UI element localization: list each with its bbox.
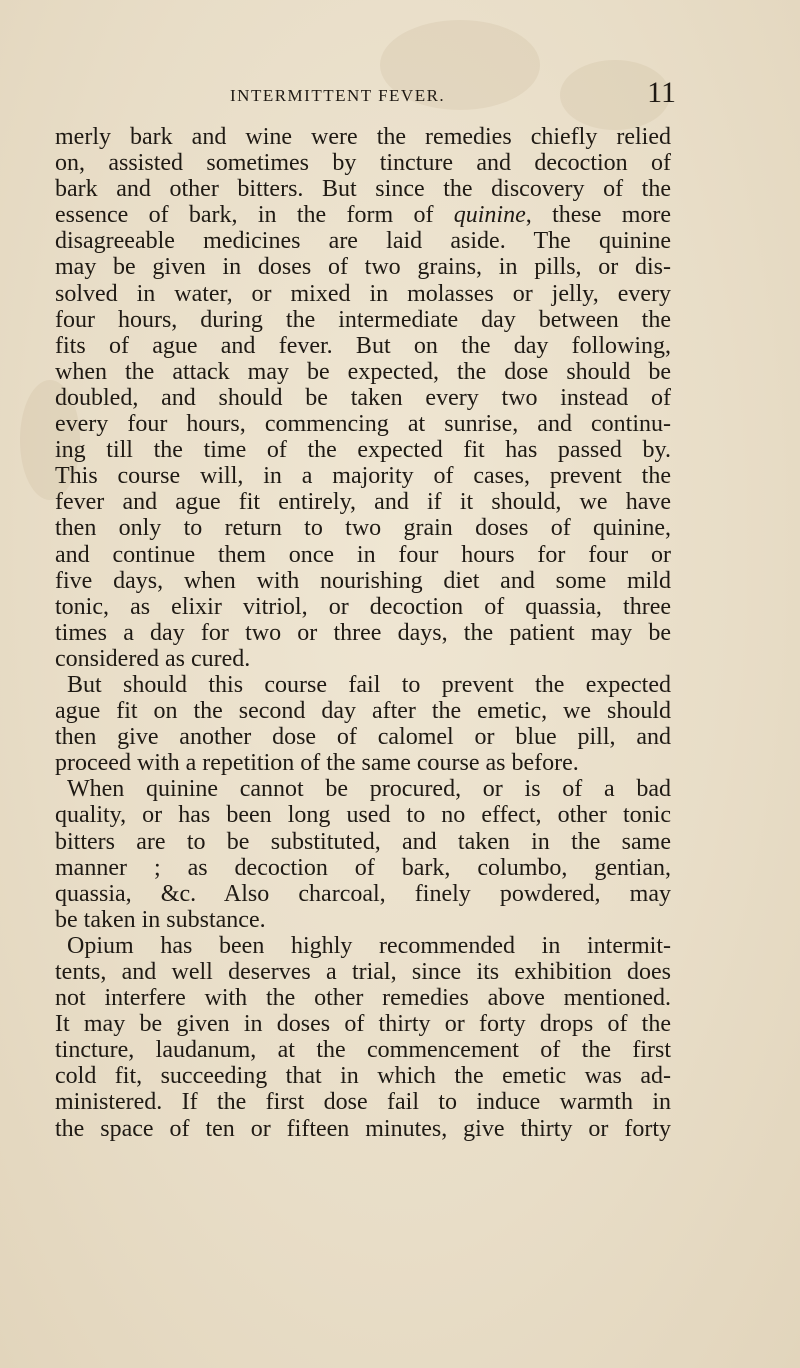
text-line: may be given in doses of two grains, in pills, or dis- xyxy=(55,254,671,281)
text-line: on, assisted sometimes by tincture and decoction of xyxy=(55,150,671,177)
text-fragment: essence of bark, in the form of xyxy=(55,202,454,229)
text-line: When quinine cannot be procured, or is of a bad xyxy=(67,776,671,803)
text-line: every four hours, commencing at sunrise, and continu- xyxy=(55,411,671,438)
running-head xyxy=(0,76,800,116)
text-line: tents, and well deserves a trial, since its exhibition does xyxy=(55,959,671,985)
text-line: disagreeable medicines are laid aside. The quinine xyxy=(55,228,671,255)
italic-term: quinine xyxy=(453,202,526,229)
running-title: INTERMITTENT FEVER. xyxy=(230,86,446,105)
text-line xyxy=(55,202,671,228)
text-line: then give another dose of calomel or blue pill, and xyxy=(55,724,671,751)
text-line: ague fit on the second day after the emetic, we should xyxy=(55,698,671,725)
page-number: 11 xyxy=(647,76,676,109)
text-line: bitters are to be substituted, and taken in the same xyxy=(55,828,671,855)
text-line: times a day for two or three days, the patient may be xyxy=(55,619,671,646)
text-line: be taken in substance. xyxy=(55,906,266,933)
text-line: fever and ague fit entirely, and if it should, we have xyxy=(55,489,671,516)
text-line: and continue them once in four hours for four or xyxy=(55,541,671,568)
text-line: when the attack may be expected, the dose should be xyxy=(55,358,671,385)
text-line: quassia, &c. Also charcoal, finely powdered, may xyxy=(55,880,671,907)
text-line: solved in water, or mixed in molasses or jelly, every xyxy=(55,280,671,307)
text-fragment: , these more xyxy=(525,202,671,229)
text-line: considered as cured. xyxy=(55,645,251,672)
text-line: not interfere with the other remedies above mentioned. xyxy=(55,985,671,1012)
text-line: manner ; as decoction of bark, columbo, gentian, xyxy=(55,854,671,881)
text-line: fits of ague and fever. But on the day following, xyxy=(55,332,671,359)
text-line: ministered. If the first dose fail to induce warmth in xyxy=(55,1089,671,1116)
text-line: doubled, and should be taken every two instead of xyxy=(55,384,671,411)
text-line: then only to return to two grain doses of quinine, xyxy=(55,515,671,542)
text-line: four hours, during the intermediate day between the xyxy=(55,306,671,333)
text-line: But should this course fail to prevent the expected xyxy=(67,671,671,698)
text-line: merly bark and wine were the remedies chiefly relied xyxy=(55,124,671,150)
text-line: cold fit, succeeding that in which the emetic was ad- xyxy=(55,1063,671,1090)
text-line: five days, when with nourishing diet and some mild xyxy=(55,567,671,594)
text-line: This course will, in a majority of cases, prevent the xyxy=(55,463,671,490)
text-line: tincture, laudanum, at the commencement of the first xyxy=(55,1037,671,1064)
text-line: Opium has been highly recommended in intermit- xyxy=(67,932,671,959)
text-line: It may be given in doses of thirty or forty drops of the xyxy=(55,1011,671,1038)
text-line: tonic, as elixir vitriol, or decoction of quassia, three xyxy=(55,593,671,620)
text-line: quality, or has been long used to no effect, other tonic xyxy=(55,802,671,829)
text-line: ing till the time of the expected fit has passed by. xyxy=(55,437,671,464)
body-text xyxy=(55,124,671,1142)
text-line: proceed with a repetition of the same course as before. xyxy=(55,750,579,777)
text-line: the space of ten or fifteen minutes, give thirty or forty xyxy=(55,1115,671,1142)
text-line: bark and other bitters. But since the discovery of the xyxy=(55,176,671,203)
